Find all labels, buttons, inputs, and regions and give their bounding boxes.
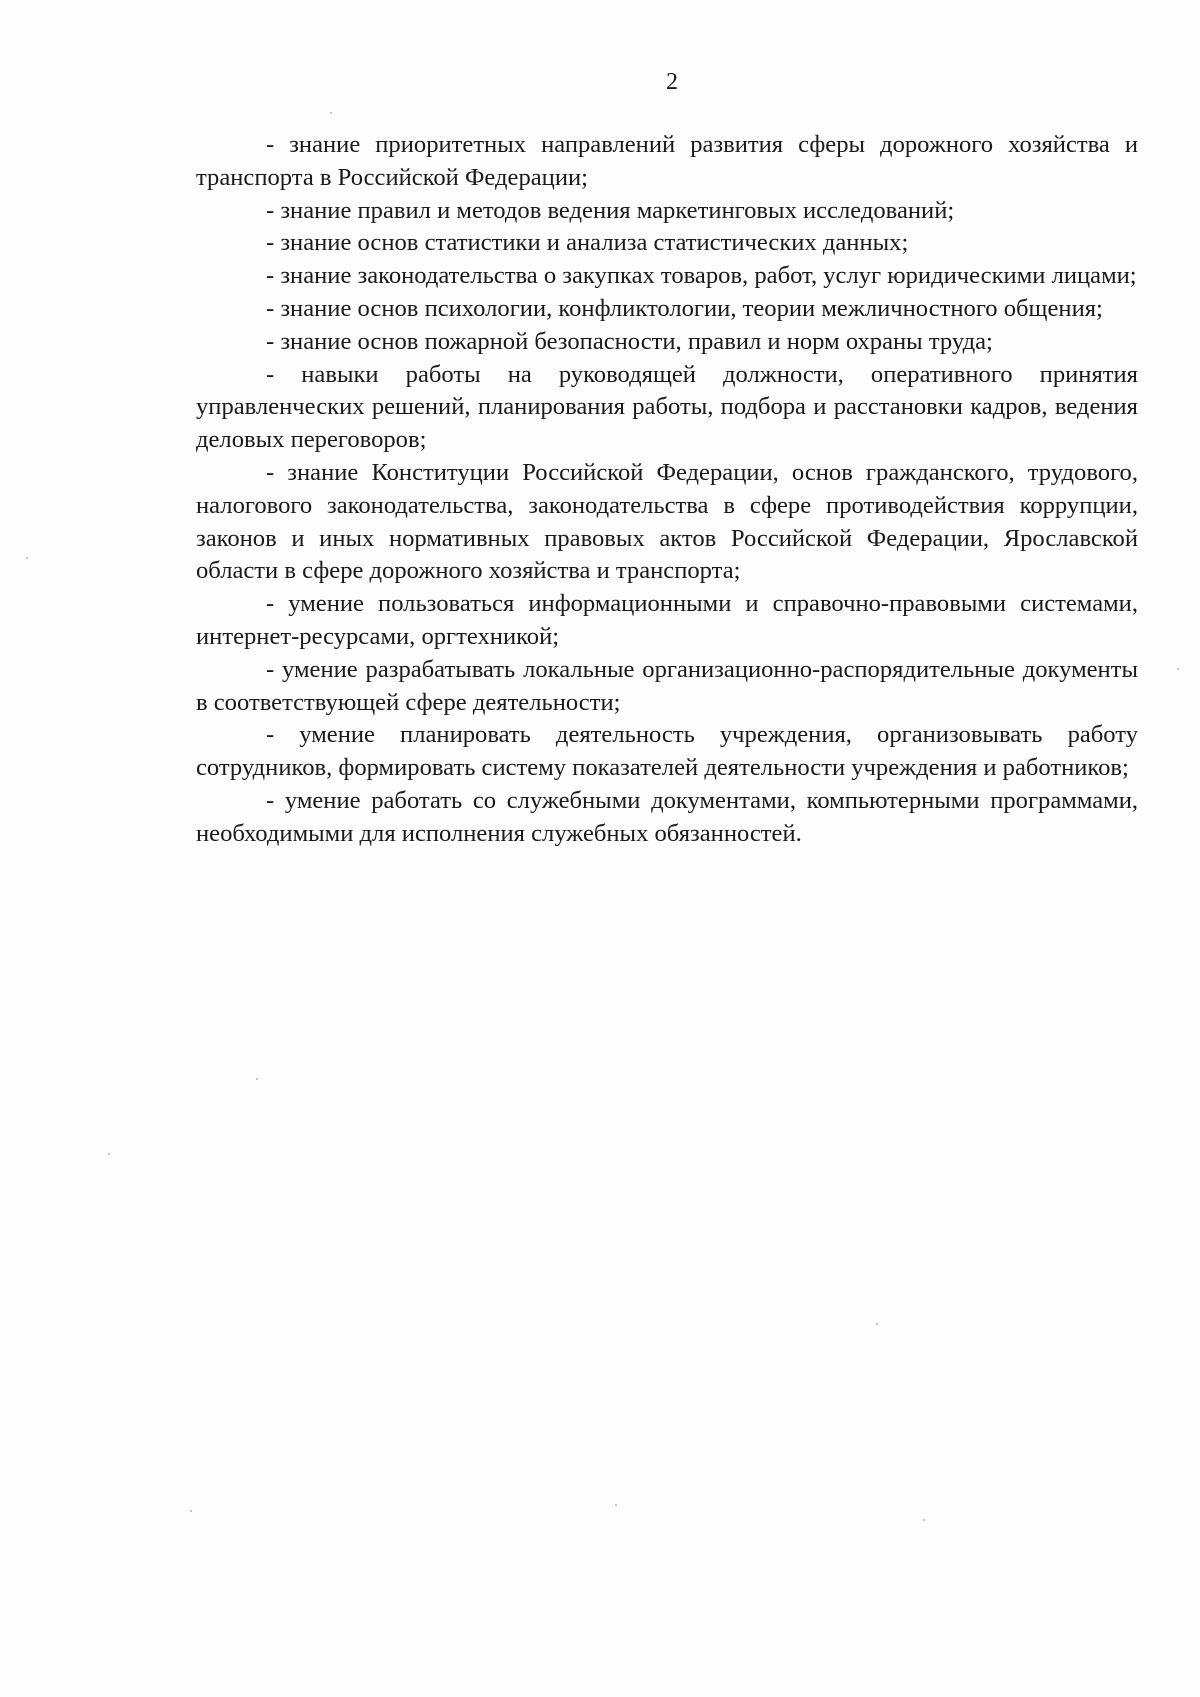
list-item: - знание основ психологии, конфликтологии, теории межличностного общения;: [266, 294, 1103, 322]
scan-speck: [108, 1153, 110, 1155]
requirements-list: [196, 129, 1138, 851]
list-item: - умение планировать деятельность учреждения, организовывать работу сотрудников, формировать систему показателей деятельности учреждения и работников;: [196, 721, 1138, 782]
list-item: - знание Конституции Российской Федерации, основ гражданского, трудового, налогового законодательства, законодательства в сфере противодействия коррупции, законов и иных нормативных правовых актов Российской Федерации, Ярославской области в сфере дорожного хозяйства и транспорта;: [196, 458, 1138, 585]
scan-speck: [1177, 668, 1179, 670]
scan-speck: [923, 1519, 925, 1521]
scan-speck: [256, 1078, 258, 1080]
scan-speck: [190, 1510, 192, 1512]
list-item: - знание приоритетных направлений развития сферы дорожного хозяйства и транспорта в Российской Федерации;: [196, 131, 1138, 191]
list-item: - знание законодательства о закупках товаров, работ, услуг юридическими лицами;: [266, 262, 1137, 290]
list-item: - знание основ статистики и анализа статистических данных;: [266, 229, 909, 257]
list-item: - умение работать со служебными документами, компьютерными программами, необходимыми для исполнения служебных обязанностей.: [196, 786, 1138, 847]
scan-speck: [876, 1323, 878, 1325]
scan-speck: [615, 1504, 617, 1506]
list-item: - навыки работы на руководящей должности, оперативного принятия управленческих решений, планирования работы, подбора и расстановки кадров, ведения деловых переговоров;: [196, 360, 1138, 454]
scan-speck: [26, 557, 28, 559]
scan-speck: [330, 112, 332, 114]
list-item: - знание правил и методов ведения маркетинговых исследований;: [266, 196, 955, 224]
list-item: - умение пользоваться информационными и справочно-правовыми системами, интернет-ресурсами, оргтехникой;: [196, 590, 1138, 650]
page-number: 2: [666, 69, 678, 95]
list-item: - знание основ пожарной безопасности, правил и норм охраны труда;: [266, 327, 993, 355]
list-item: - умение разрабатывать локальные организационно-распорядительные документы в соответствующей сфере деятельности;: [196, 655, 1138, 716]
